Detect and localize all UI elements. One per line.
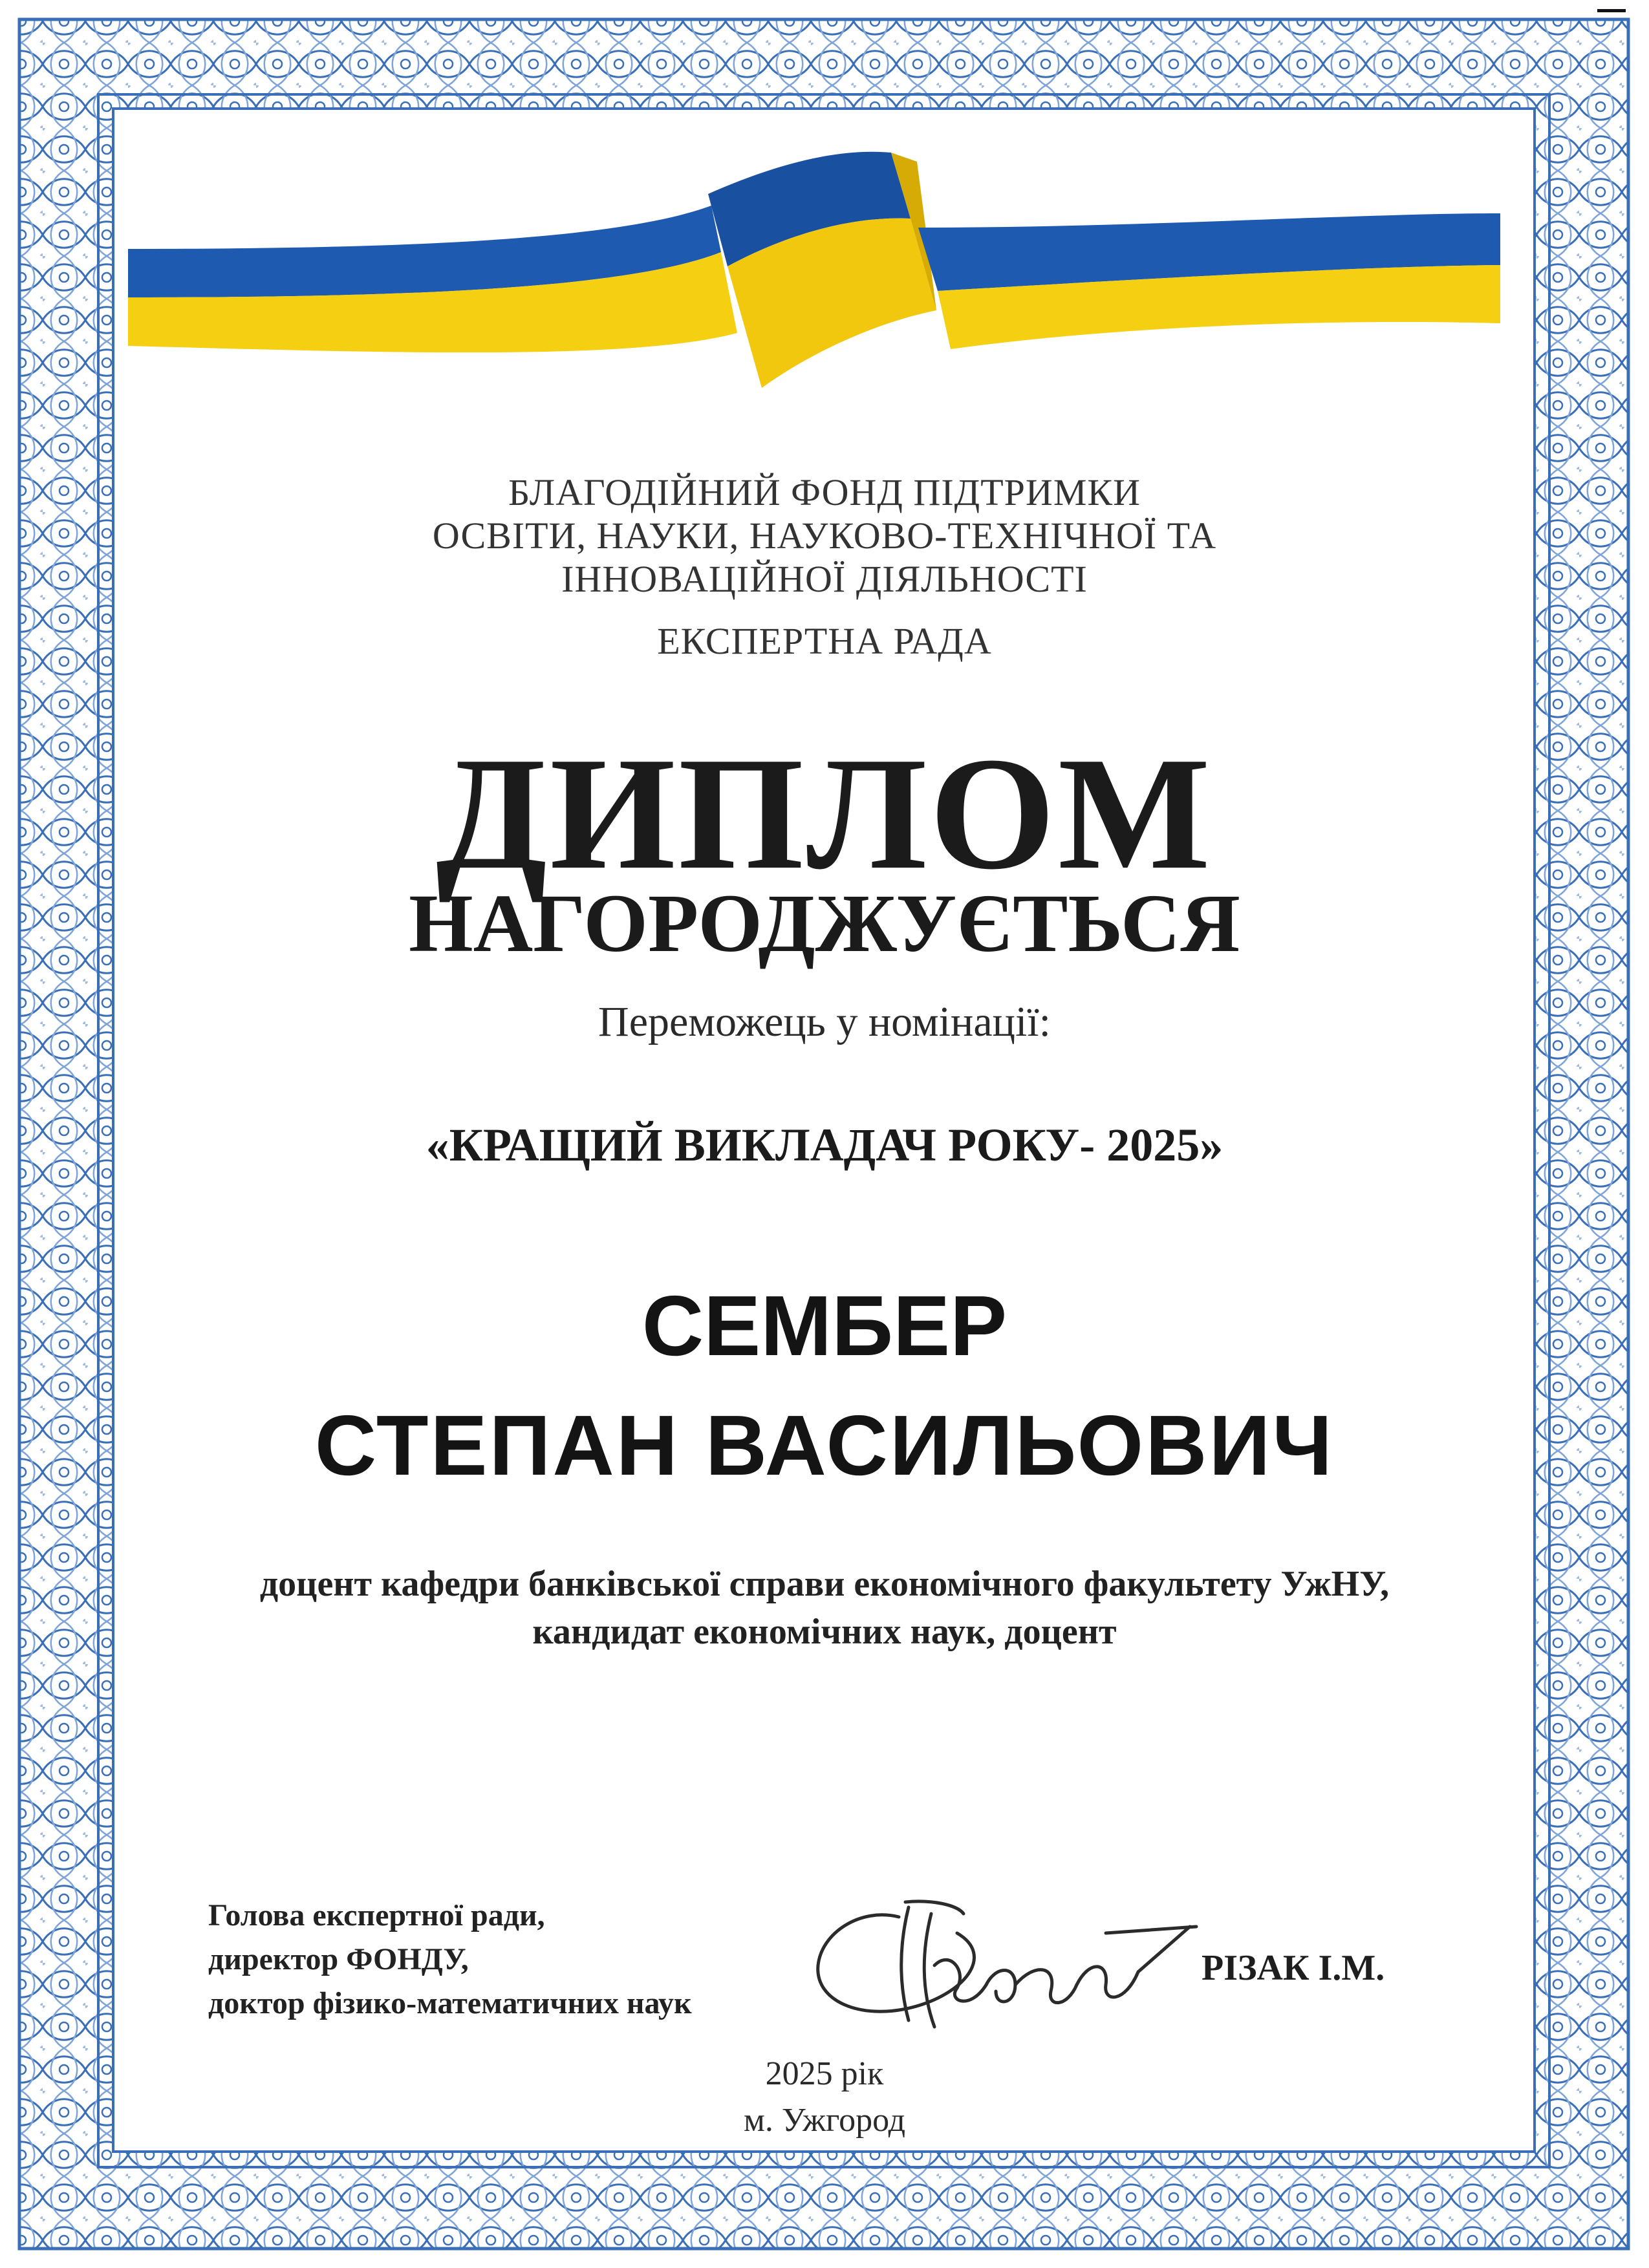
signatory-title-3: доктор фізико-математичних наук	[208, 1986, 692, 2020]
recipient-given-names: СТЕПАН ВАСИЛЬОВИЧ	[314, 1398, 1335, 1493]
organization-line-2: ОСВІТИ, НАУКИ, НАУКОВО-ТЕХНІЧНОЇ ТА	[432, 515, 1217, 557]
expert-council: ЕКСПЕРТНА РАДА	[657, 620, 992, 662]
nomination-name: «КРАЩИЙ ВИКЛАДАЧ РОКУ- 2025»	[426, 1119, 1223, 1171]
footer-city: м. Ужгород	[743, 2102, 906, 2139]
scan-mark	[1597, 9, 1626, 12]
organization-line-3: ІННОВАЦІЙНОЇ ДІЯЛЬНОСТІ	[561, 558, 1088, 600]
nomination-intro: Переможець у номінації:	[598, 998, 1051, 1045]
signatory-title-1: Голова експертної ради,	[208, 1898, 545, 1932]
award-heading: НАГОРОДЖУЄТЬСЯ	[409, 877, 1240, 969]
recipient-position: доцент кафедри банківської справи економічного факультету УжНУ,	[259, 1564, 1390, 1604]
signatory-title-2: директор ФОНДУ,	[208, 1942, 469, 1976]
recipient-degree: кандидат економічних наук, доцент	[532, 1612, 1117, 1652]
handwritten-signature	[802, 1888, 1203, 2082]
footer-year: 2025 рік	[765, 2055, 884, 2092]
recipient-surname: СЕМБЕР	[641, 1278, 1008, 1373]
organization-line-1: БЛАГОДІЙНИЙ ФОНД ПІДТРИМКИ	[508, 471, 1141, 513]
signatory-name: РІЗАК І.М.	[1202, 1948, 1385, 1988]
ukrainian-flag-ribbon	[128, 152, 1500, 388]
diploma-title: ДИПЛОМ	[436, 724, 1213, 903]
